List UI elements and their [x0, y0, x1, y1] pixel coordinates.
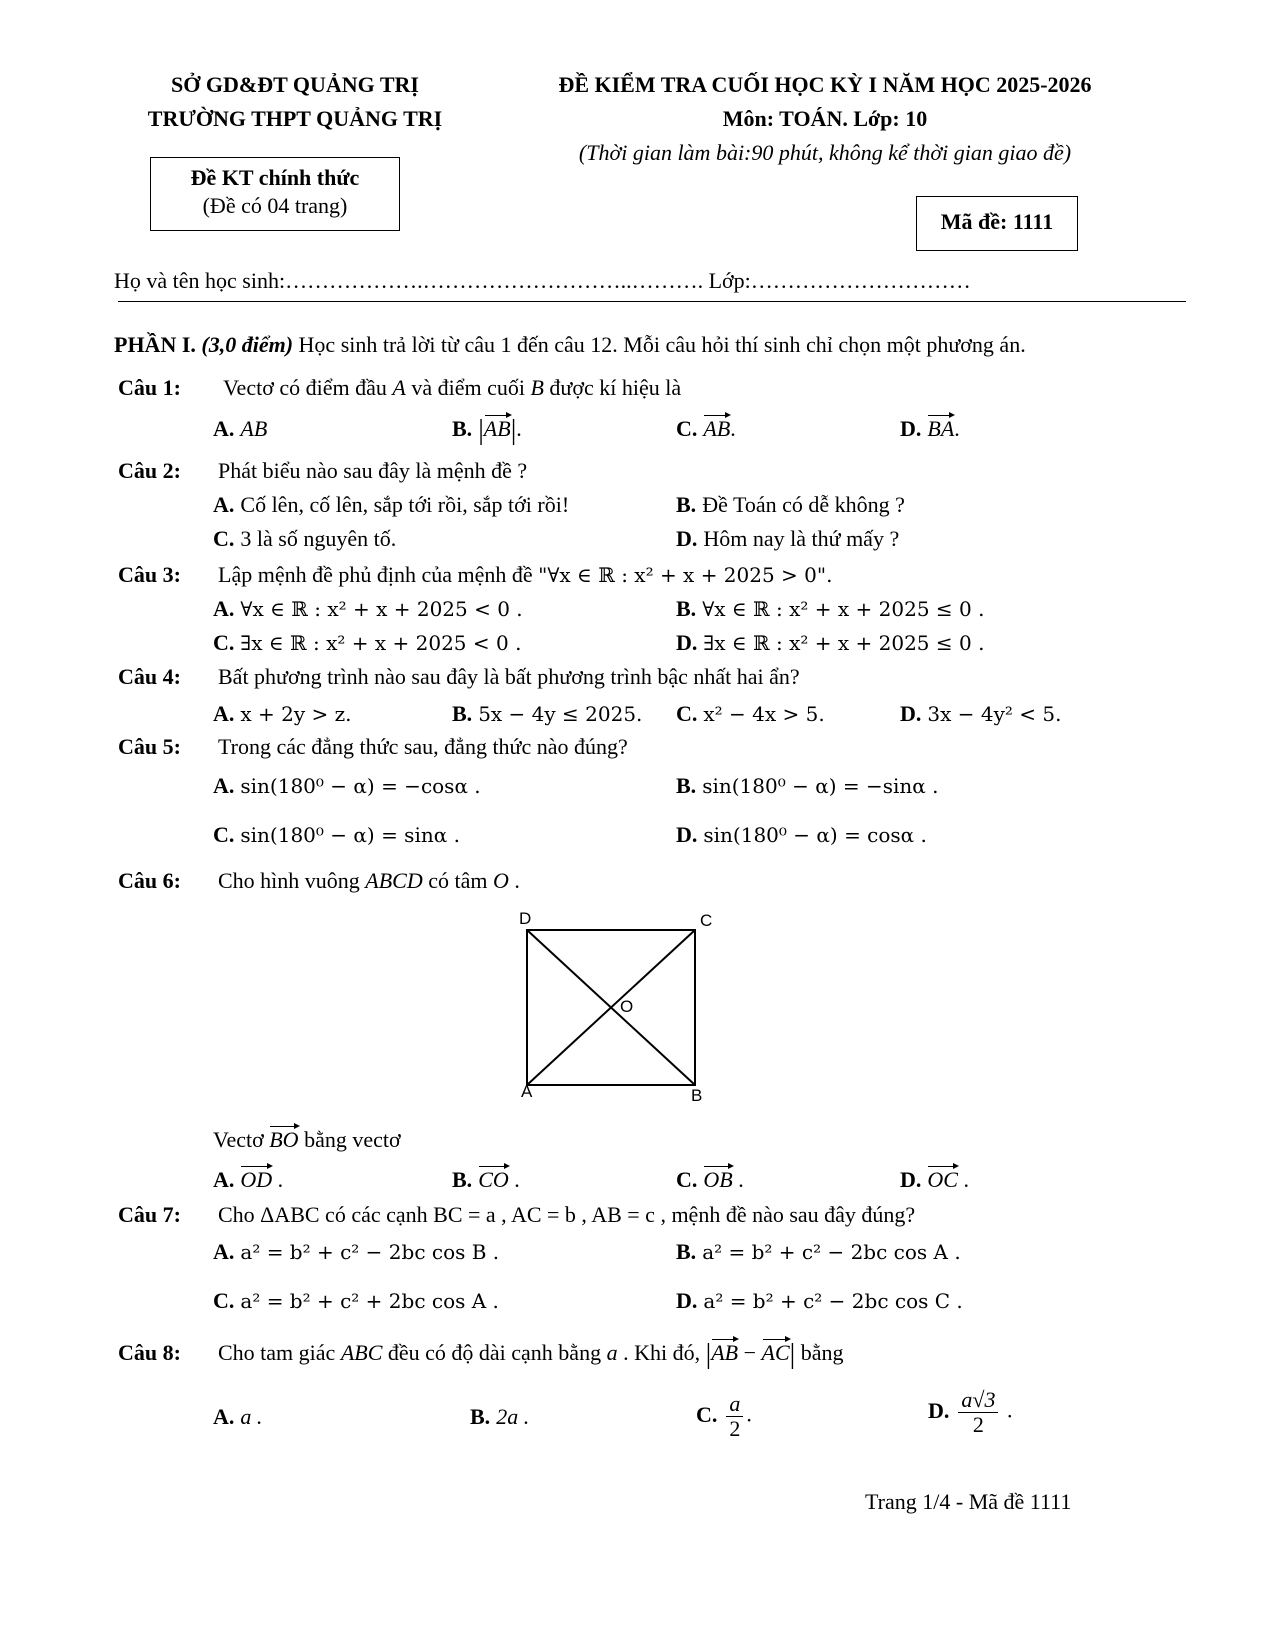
option-text: a² = b² + c² − 2bc cos A .: [702, 1240, 961, 1264]
q5-option-a[interactable]: [213, 773, 481, 799]
option-text: sin(180⁰ − α) = sinα .: [240, 823, 460, 847]
part1-instruction: Học sinh trả lời từ câu 1 đến câu 12. Mỗi câu hỏi thí sinh chỉ chọn một phương án.: [298, 332, 1026, 357]
option-letter: C.: [213, 630, 235, 655]
question-label: Câu 1:: [118, 375, 181, 400]
q5-option-d[interactable]: [676, 822, 927, 848]
part1-heading: [114, 332, 1026, 358]
option-letter: B.: [452, 1167, 473, 1192]
q1-option-b[interactable]: B. |AB|.: [452, 412, 522, 447]
official-exam-box: [150, 157, 400, 231]
q3-option-a[interactable]: [213, 596, 523, 622]
question-label: Câu 3:: [118, 562, 181, 587]
option-text: a .: [240, 1404, 263, 1429]
question-text: Lập mệnh đề phủ định của mệnh đề: [218, 562, 539, 587]
option-text: AB: [240, 416, 268, 441]
exam-code-box: [916, 196, 1078, 251]
vector-co: CO: [478, 1163, 509, 1193]
option-letter: C.: [213, 526, 235, 551]
q6-option-c[interactable]: C. OB .: [676, 1163, 744, 1193]
vector-ab: AB: [703, 412, 730, 442]
question-text: Cho hình vuông: [218, 868, 366, 893]
option-text: a² = b² + c² − 2bc cos C .: [703, 1289, 963, 1313]
option-letter: B.: [676, 492, 697, 517]
question-text: có tâm: [422, 868, 494, 893]
question-3: [118, 562, 832, 588]
question-text: bằng: [795, 1340, 844, 1365]
q7-option-b[interactable]: [676, 1239, 961, 1265]
option-letter: D.: [900, 701, 922, 726]
question-text: được kí hiệu là: [543, 375, 682, 400]
math-var: O: [493, 868, 509, 893]
vertex-label-c: C: [700, 911, 713, 930]
vertex-label-b: B: [691, 1086, 703, 1105]
option-letter: C.: [676, 1167, 698, 1192]
official-label: Đề KT chính thức: [190, 165, 360, 190]
question-text: Trong các đẳng thức sau, đẳng thức nào đúng?: [218, 734, 628, 759]
q7-option-a[interactable]: [213, 1239, 499, 1265]
q1-option-c[interactable]: C. AB.: [676, 412, 736, 442]
math-var: a: [606, 1340, 618, 1365]
math-var: ABCD: [365, 868, 423, 893]
option-text: 2a .: [496, 1404, 530, 1429]
vector-bo: BO: [269, 1123, 298, 1153]
header-divider: [118, 301, 1186, 302]
part1-title: PHẦN I.: [114, 332, 196, 357]
math-var: A: [392, 375, 406, 400]
option-text: ∀x ∈ ℝ : x² + x + 2025 < 0 .: [240, 597, 523, 621]
option-letter: C.: [213, 1288, 235, 1313]
option-text: Đề Toán có dễ không ?: [702, 492, 905, 517]
question-6: [118, 868, 520, 894]
question-text: đều có độ dài cạnh bằng: [382, 1340, 607, 1365]
center-label-o: O: [620, 997, 634, 1016]
q4-option-b[interactable]: [452, 701, 642, 727]
option-text: ∃x ∈ ℝ : x² + x + 2025 ≤ 0 .: [703, 631, 985, 655]
q2-option-c[interactable]: [213, 526, 396, 552]
option-text: x² − 4x > 5.: [703, 702, 825, 726]
question-text: .: [508, 868, 520, 893]
question-label: Câu 4:: [118, 664, 181, 689]
question-text: bằng vectơ: [298, 1127, 401, 1152]
numerator: a: [726, 1392, 743, 1417]
option-text: Hôm nay là thứ mấy ?: [703, 526, 900, 551]
square-abcd-figure: [505, 905, 725, 1105]
option-text: sin(180⁰ − α) = −sinα .: [702, 774, 939, 798]
option-letter: C.: [696, 1401, 718, 1427]
question-text: Cho tam giác: [218, 1340, 341, 1365]
question-label: Câu 7:: [118, 1202, 181, 1227]
q5-option-b[interactable]: [676, 773, 939, 799]
option-letter: A.: [213, 596, 235, 621]
vertex-label-d: D: [519, 909, 532, 928]
math-var: B: [530, 375, 544, 400]
vertex-label-a: A: [521, 1082, 533, 1101]
option-letter: A.: [213, 416, 235, 441]
question-label: Câu 5:: [118, 734, 181, 759]
option-letter: D.: [900, 1167, 922, 1192]
question-2: [118, 458, 527, 484]
subject-grade: Môn: TOÁN. Lớp: 10: [722, 106, 928, 131]
q2-option-a[interactable]: [213, 492, 569, 518]
option-letter: C.: [676, 701, 698, 726]
q1-option-d[interactable]: D. BA.: [900, 412, 960, 442]
question-text: . Khi đó,: [617, 1340, 706, 1365]
option-letter: B.: [452, 701, 473, 726]
exam-code: Mã đề: 1111: [940, 209, 1054, 234]
question-text: và điểm cuối: [405, 375, 531, 400]
question-4: [118, 664, 800, 690]
minus-sign: −: [738, 1340, 762, 1365]
school-name: TRƯỜNG THPT QUẢNG TRỊ: [147, 106, 443, 131]
q6-option-d[interactable]: D. OC .: [900, 1163, 969, 1193]
q4-option-a[interactable]: [213, 701, 352, 727]
vector-od: OD: [240, 1163, 272, 1193]
question-text: Phát biểu nào sau đây là mệnh đề ?: [218, 458, 528, 483]
q6-option-b[interactable]: B. CO .: [452, 1163, 520, 1193]
q2-option-b[interactable]: [676, 492, 905, 518]
q8-option-c[interactable]: C. $\frac{a}{2}$ .: [696, 1391, 752, 1441]
q1-option-a[interactable]: [213, 416, 267, 442]
option-letter: A.: [213, 1404, 235, 1429]
option-letter: D.: [676, 1288, 698, 1313]
option-letter: A.: [213, 1239, 235, 1264]
question-5: [118, 734, 628, 760]
question-text: Vectơ: [213, 1127, 270, 1152]
question-label: Câu 8:: [118, 1340, 181, 1365]
question-6-subtext: [213, 1123, 401, 1153]
q8-option-d[interactable]: D. $\frac{a√3}{2}$ .: [928, 1387, 1013, 1437]
vector-ab: AB: [711, 1336, 738, 1366]
option-text: 3x − 4y² < 5.: [927, 702, 1062, 726]
denominator: 2: [729, 1416, 741, 1441]
math-expression: "∀x ∈ ℝ : x² + x + 2025 > 0".: [538, 563, 833, 587]
numerator: a√3: [958, 1388, 998, 1413]
option-letter: C.: [676, 416, 698, 441]
q4-option-d[interactable]: [900, 701, 1061, 727]
exam-title: ĐỀ KIỂM TRA CUỐI HỌC KỲ I NĂM HỌC 2025-2026: [558, 72, 1092, 97]
option-letter: D.: [900, 416, 922, 441]
option-letter: B.: [676, 596, 697, 621]
question-text: Bất phương trình nào sau đây là bất phương trình bậc nhất hai ẩn?: [218, 664, 800, 689]
option-letter: A.: [213, 492, 235, 517]
option-letter: B.: [470, 1404, 491, 1429]
option-text: Cố lên, cố lên, sắp tới rồi, sắp tới rồi!: [240, 492, 570, 517]
option-letter: B.: [676, 1239, 697, 1264]
option-text: 3 là số nguyên tố.: [240, 526, 397, 551]
q8-option-a[interactable]: [213, 1404, 262, 1430]
q5-option-c[interactable]: [213, 822, 460, 848]
question-8: Câu 8: Cho tam giác ABC đều có độ dài cạnh bằng a . Khi đó, |AB − AC| bằng: [118, 1336, 844, 1371]
vector-ob: OB: [703, 1163, 732, 1193]
option-text: ∃x ∈ ℝ : x² + x + 2025 < 0 .: [240, 631, 522, 655]
option-letter: A.: [213, 701, 235, 726]
vector-ba: BA: [927, 412, 954, 442]
denominator: 2: [972, 1412, 984, 1437]
vector-oc: OC: [927, 1163, 958, 1193]
question-text: Cho ΔABC có các cạnh BC = a , AC = b , AB = c , mệnh đề nào sau đây đúng?: [218, 1202, 916, 1227]
option-letter: B.: [676, 773, 697, 798]
option-text: a² = b² + c² − 2bc cos B .: [240, 1240, 500, 1264]
question-7: [118, 1202, 915, 1228]
option-letter: B.: [452, 416, 473, 441]
student-info-line: Họ và tên học sinh:……………….………………………..………. Lớp:…………………………: [114, 268, 971, 293]
q3-option-d[interactable]: [676, 630, 984, 656]
option-text: a² = b² + c² + 2bc cos A .: [240, 1289, 499, 1313]
q8-option-b[interactable]: [470, 1404, 529, 1430]
option-text: x + 2y > z.: [240, 702, 352, 726]
option-text: ∀x ∈ ℝ : x² + x + 2025 ≤ 0 .: [702, 597, 985, 621]
option-letter: C.: [213, 822, 235, 847]
option-letter: D.: [676, 822, 698, 847]
question-label: Câu 6:: [118, 868, 181, 893]
vector-ac: AC: [762, 1336, 790, 1366]
option-text: sin(180⁰ − α) = −cosα .: [240, 774, 481, 798]
q2-option-d[interactable]: [676, 526, 899, 552]
option-text: 5x − 4y ≤ 2025.: [478, 702, 643, 726]
option-letter: A.: [213, 1167, 235, 1192]
math-var: ABC: [340, 1340, 383, 1365]
page-footer: Trang 1/4 - Mã đề 1111: [865, 1489, 1072, 1514]
time-note: (Thời gian làm bài:90 phút, không kể thời gian giao đề): [578, 140, 1072, 165]
page-count-label: (Đề có 04 trang): [202, 193, 348, 218]
q4-option-c[interactable]: [676, 701, 825, 727]
vector-ab: AB: [484, 412, 511, 442]
option-letter: D.: [928, 1397, 950, 1423]
part1-points: (3,0 điểm): [201, 332, 294, 357]
q3-option-b[interactable]: [676, 596, 984, 622]
option-letter: D.: [676, 526, 698, 551]
option-letter: A.: [213, 773, 235, 798]
q6-option-a[interactable]: A. OD .: [213, 1163, 283, 1193]
q7-option-d[interactable]: [676, 1288, 963, 1314]
question-1: [118, 375, 681, 401]
option-text: sin(180⁰ − α) = cosα .: [703, 823, 927, 847]
q7-option-c[interactable]: [213, 1288, 499, 1314]
option-letter: D.: [676, 630, 698, 655]
fraction: [726, 1392, 743, 1441]
question-text: Vectơ có điểm đầu: [223, 375, 393, 400]
question-label: Câu 2:: [118, 458, 181, 483]
fraction: [958, 1388, 998, 1437]
department-name: SỞ GD&ĐT QUẢNG TRỊ: [171, 72, 419, 97]
q3-option-c[interactable]: [213, 630, 521, 656]
